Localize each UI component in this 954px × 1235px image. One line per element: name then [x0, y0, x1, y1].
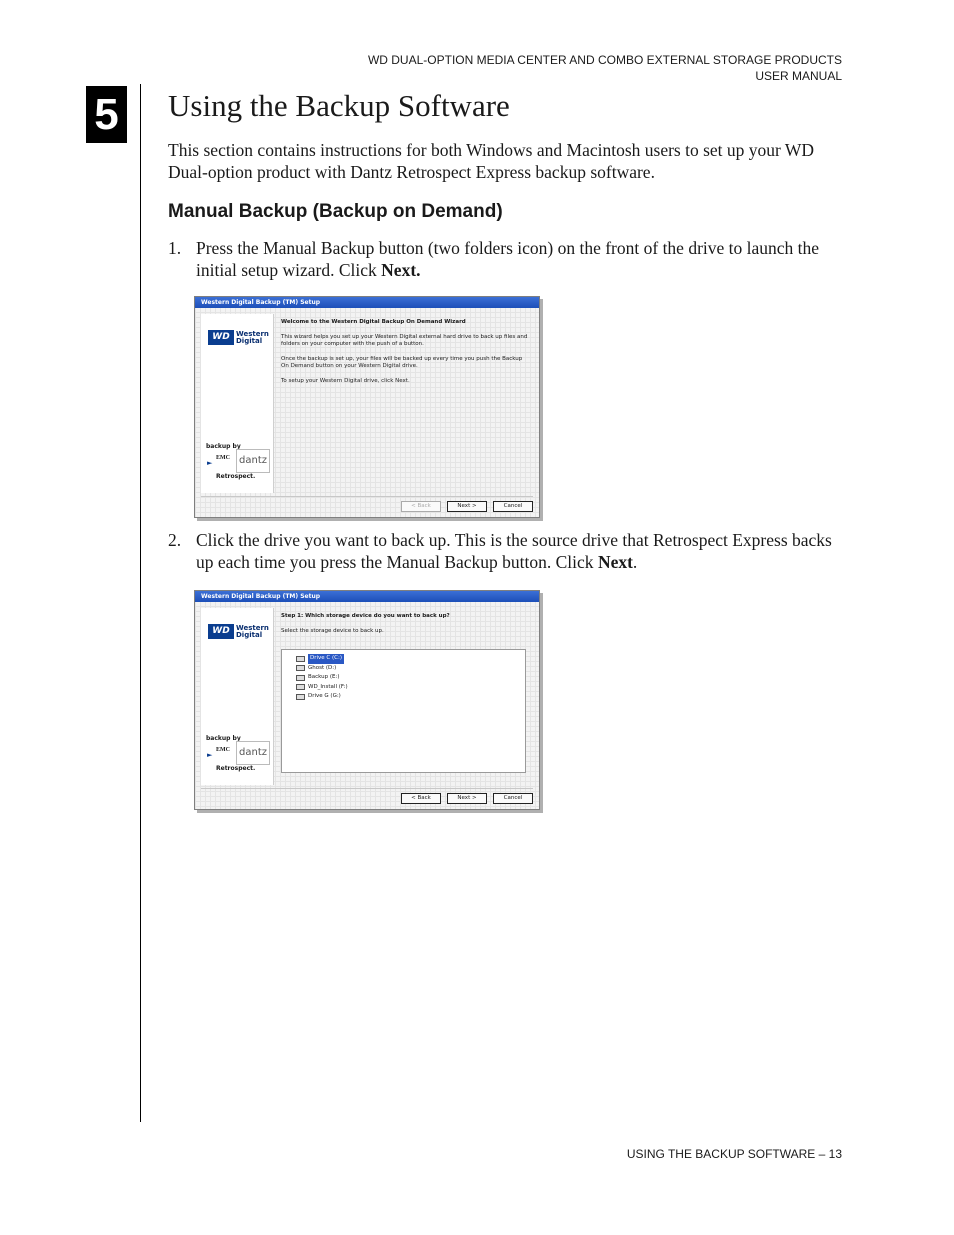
margin-rule [140, 84, 141, 1122]
arrow-icon: ► [207, 751, 213, 759]
drive-tree[interactable] [281, 649, 526, 773]
intro-paragraph: This section contains instructions for both Windows and Macintosh users to set up your WD Dual-option product with Dantz Retrospect Express backup software. [168, 140, 815, 182]
page-footer: USING THE BACKUP SOFTWARE – 13 [626, 1147, 842, 1161]
step-number: 2. [168, 530, 182, 550]
cancel-button[interactable]: Cancel [493, 501, 533, 512]
drive-icon [296, 675, 305, 681]
drive-icon [296, 694, 305, 700]
back-button[interactable]: < Back [401, 501, 441, 512]
retrospect-logo: backup by ► EMC dantz Retrospect. [206, 443, 270, 487]
drive-item[interactable]: Drive G (G:) [296, 692, 525, 702]
step-text: Press the Manual Backup button (two folders icon) on the front of the drive to launch the initial setup wizard. Click Next. [196, 238, 820, 280]
drive-item[interactable]: Ghost (D:) [296, 664, 525, 674]
header-line-1: WD DUAL-OPTION MEDIA CENTER AND COMBO EXTERNAL STORAGE PRODUCTS [367, 53, 842, 67]
drive-item[interactable]: WD_Install (F:) [296, 683, 525, 693]
arrow-icon: ► [207, 459, 213, 467]
dialog-titlebar: Western Digital Backup (TM) Setup [195, 591, 539, 602]
drive-item[interactable]: Backup (E:) [296, 673, 525, 683]
back-button[interactable]: < Back [401, 793, 441, 804]
screenshot-welcome-dialog [194, 296, 540, 518]
dialog-titlebar: Western Digital Backup (TM) Setup [195, 297, 539, 308]
section-heading: Manual Backup (Backup on Demand) [168, 201, 503, 222]
dialog-content: Step 1: Which storage device do you want to back up? Select the storage device to back up. [281, 613, 450, 634]
chapter-number-box: 5 [86, 86, 127, 143]
wd-logo: WD Western Digital [208, 624, 269, 639]
next-button[interactable]: Next > [447, 501, 487, 512]
running-header [368, 52, 842, 84]
drive-item[interactable]: Drive C (C:) [296, 654, 525, 664]
retrospect-logo: backup by ► EMC dantz Retrospect. [206, 735, 270, 779]
header-line-2: USER MANUAL [755, 69, 842, 83]
drive-icon [296, 656, 305, 662]
dialog-content: Welcome to the Western Digital Backup On Demand Wizard This wizard helps you set up your Western Digital external hard drive to back up files and folders on your computer with the push of a button. Once the backup is set up, your files will be backed up every time you push the Backup On Demand button on your Western Digital drive. To setup your Western Digital drive, click Next. [281, 319, 528, 384]
dialog-logo-panel [201, 314, 274, 493]
drive-icon [296, 665, 305, 671]
page-title: Using the Backup Software [168, 88, 510, 123]
screenshot-select-drive-dialog [194, 590, 540, 810]
drive-icon [296, 684, 305, 690]
wd-logo: WD Western Digital [208, 330, 269, 345]
step-number: 1. [168, 238, 182, 258]
next-button[interactable]: Next > [447, 793, 487, 804]
step-text: Click the drive you want to back up. This is the source drive that Retrospect Express backs up each time you press the Manual Backup button. Click Next. [196, 530, 832, 572]
dialog-logo-panel [201, 608, 274, 785]
cancel-button[interactable]: Cancel [493, 793, 533, 804]
